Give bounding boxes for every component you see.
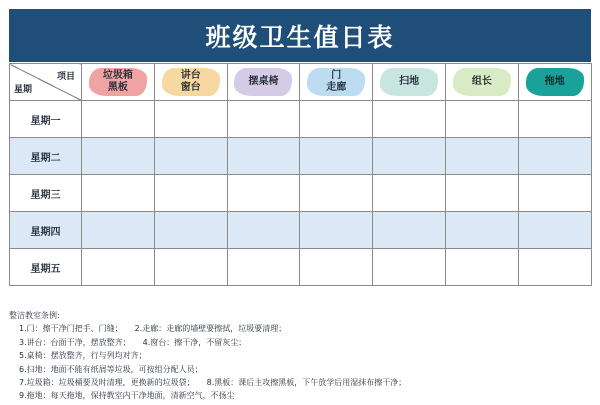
day-label-tuesday: 星期二 xyxy=(10,138,82,175)
duty-cell[interactable] xyxy=(300,175,373,212)
day-label-friday: 星期五 xyxy=(10,249,82,286)
table-row xyxy=(10,138,592,175)
day-label-monday: 星期一 xyxy=(10,101,82,138)
header-brush-sweep[interactable]: 扫地 xyxy=(380,68,438,96)
rule-item: 1.门：擦干净门把手、门缝； xyxy=(19,324,123,334)
page-title: 班级卫生值日表 xyxy=(205,22,395,52)
duty-cell[interactable] xyxy=(373,212,446,249)
duty-cell[interactable] xyxy=(227,138,300,175)
header-brush-leader[interactable]: 组长 xyxy=(453,68,511,96)
duty-cell[interactable] xyxy=(227,101,300,138)
duty-cell[interactable] xyxy=(445,175,518,212)
duty-cell[interactable] xyxy=(373,175,446,212)
duty-cell[interactable] xyxy=(82,138,155,175)
table-row xyxy=(10,101,592,138)
header-brush-mop[interactable]: 拖地 xyxy=(526,68,584,96)
rule-item: 9.拖地：每天拖地，保持教室内干净地面，清新空气，不扬尘 xyxy=(19,391,235,401)
header-brush-desks[interactable]: 摆桌椅 xyxy=(234,68,292,96)
duty-cell[interactable] xyxy=(445,138,518,175)
corner-weekday-label: 星期 xyxy=(14,85,33,95)
duty-cell[interactable] xyxy=(227,249,300,286)
duty-cell[interactable] xyxy=(518,101,591,138)
duty-cell[interactable] xyxy=(300,212,373,249)
duty-cell[interactable] xyxy=(227,175,300,212)
duty-cell[interactable] xyxy=(373,138,446,175)
duty-cell[interactable] xyxy=(445,212,518,249)
duty-cell[interactable] xyxy=(518,175,591,212)
duty-cell[interactable] xyxy=(300,138,373,175)
header-brush-trash-blackboard[interactable]: 垃圾箱 黑板 xyxy=(89,68,147,96)
column-header-trash-blackboard xyxy=(82,64,155,101)
duty-cell[interactable] xyxy=(154,249,227,286)
column-header-mop xyxy=(518,64,591,101)
duty-cell[interactable] xyxy=(82,212,155,249)
duty-cell[interactable] xyxy=(300,249,373,286)
table-row xyxy=(10,175,592,212)
column-header-door-corridor xyxy=(300,64,373,101)
duty-cell[interactable] xyxy=(373,249,446,286)
duty-cell[interactable] xyxy=(373,101,446,138)
rules-line xyxy=(9,389,591,402)
column-header-podium-windowsill xyxy=(154,64,227,101)
duty-cell[interactable] xyxy=(227,212,300,249)
corner-cell xyxy=(10,64,82,101)
header-brush-door-corridor[interactable]: 门 走廊 xyxy=(307,68,365,96)
header-brush-podium-windowsill[interactable]: 讲台 窗台 xyxy=(162,68,220,96)
column-header-desks xyxy=(227,64,300,101)
title-banner xyxy=(9,9,591,62)
rule-item: 7.垃圾箱：垃圾桶要及时清理，更换新的垃圾袋； xyxy=(19,378,195,388)
duty-cell[interactable] xyxy=(154,101,227,138)
table-row xyxy=(10,212,592,249)
duty-cell[interactable] xyxy=(445,101,518,138)
duty-cell[interactable] xyxy=(154,138,227,175)
duty-cell[interactable] xyxy=(82,101,155,138)
duty-cell[interactable] xyxy=(154,175,227,212)
duty-cell[interactable] xyxy=(154,212,227,249)
rules-line xyxy=(9,322,591,335)
duty-cell[interactable] xyxy=(82,249,155,286)
duty-table xyxy=(9,63,592,286)
duty-cell[interactable] xyxy=(300,101,373,138)
rules-line xyxy=(9,336,591,349)
rule-item: 8.黑板：课后主攻擦黑板，下午放学后用湿抹布擦干净； xyxy=(206,378,407,388)
rules-line xyxy=(9,363,591,376)
column-header-sweep xyxy=(373,64,446,101)
rule-item: 2.走廊：走廊的墙壁要擦拭，垃圾要清理； xyxy=(134,324,287,334)
rules-title: 整洁教室条例: xyxy=(9,311,60,320)
table-row xyxy=(10,249,592,286)
rule-item: 4.窗台：擦干净，不留灰尘； xyxy=(142,337,247,347)
duty-cell[interactable] xyxy=(518,249,591,286)
rules-section xyxy=(9,309,591,403)
day-label-thursday: 星期四 xyxy=(10,212,82,249)
header-row xyxy=(10,64,592,101)
duty-cell[interactable] xyxy=(518,138,591,175)
rule-item: 5.桌椅：摆放整齐，行与列均对齐； xyxy=(19,351,147,361)
duty-cell[interactable] xyxy=(82,175,155,212)
column-header-leader xyxy=(445,64,518,101)
rule-item: 3.讲台：台面干净，摆放整齐； xyxy=(19,337,131,347)
duty-cell[interactable] xyxy=(445,249,518,286)
rules-line xyxy=(9,376,591,389)
day-label-wednesday: 星期三 xyxy=(10,175,82,212)
rule-item: 6.扫地：地面不能有纸屑等垃圾，可按组分配人员； xyxy=(19,364,203,374)
corner-item-label: 项目 xyxy=(56,72,75,82)
duty-cell[interactable] xyxy=(518,212,591,249)
rules-line xyxy=(9,349,591,362)
